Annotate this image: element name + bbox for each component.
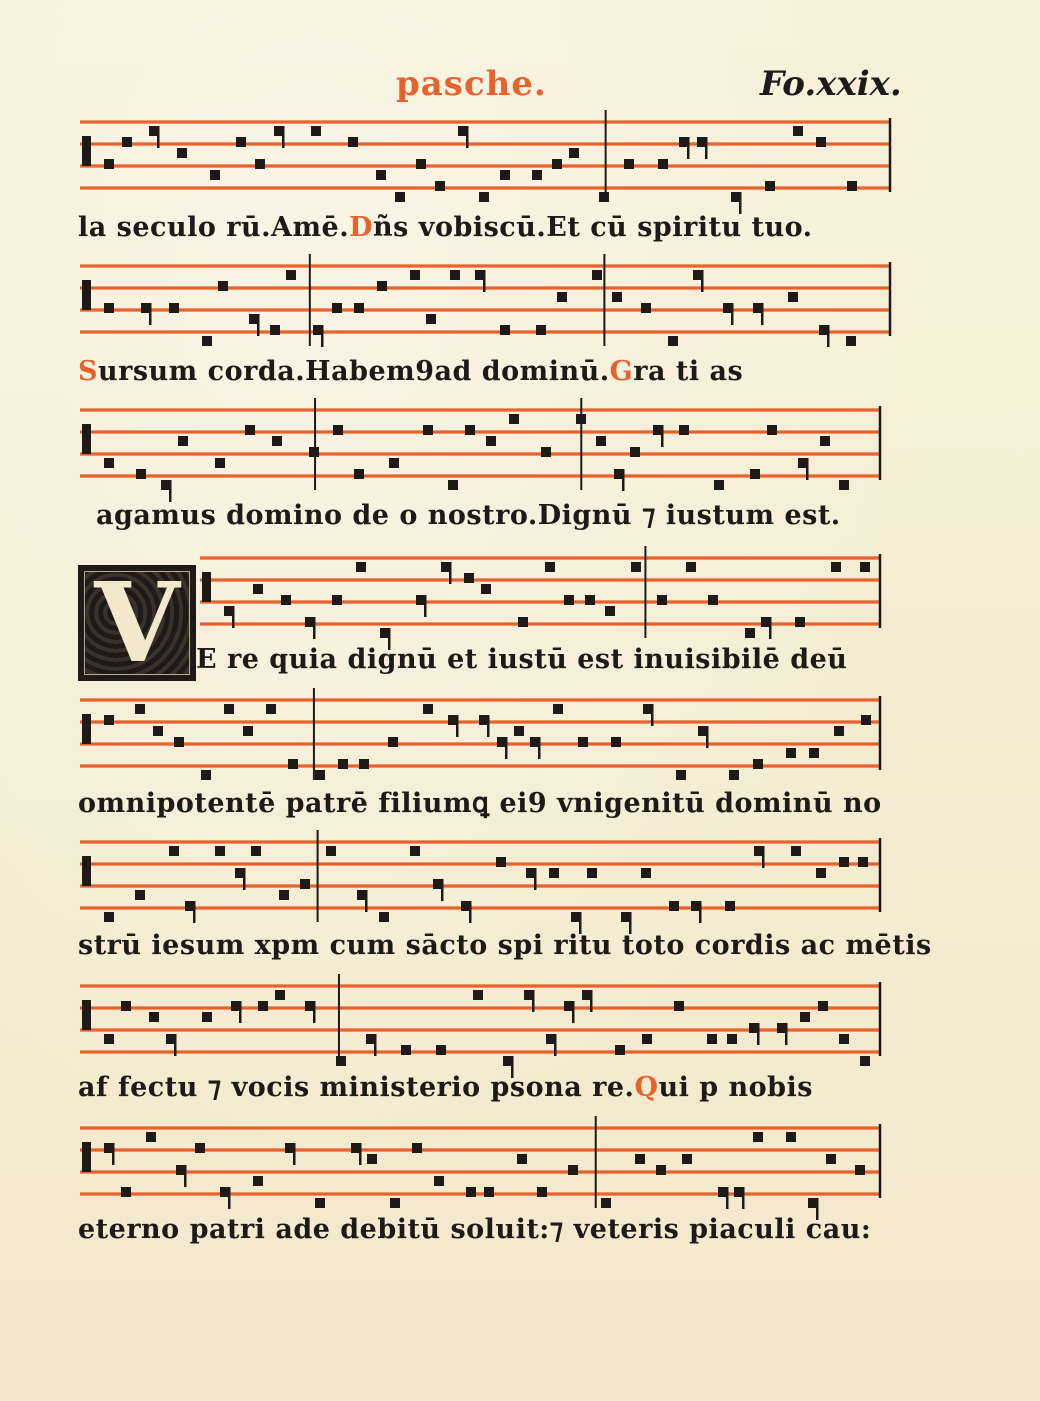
neume xyxy=(121,1001,131,1011)
neume xyxy=(587,868,597,878)
neume xyxy=(809,748,819,758)
neume xyxy=(416,159,426,169)
neume xyxy=(121,1187,131,1197)
neume xyxy=(707,1034,717,1044)
neume xyxy=(615,1045,625,1055)
neume-stem xyxy=(112,1143,115,1165)
neume xyxy=(568,1165,578,1175)
neume xyxy=(839,1034,849,1044)
neume xyxy=(839,480,849,490)
neume-stem xyxy=(321,325,324,347)
neume xyxy=(210,170,220,180)
neume xyxy=(708,595,718,605)
neume-stem xyxy=(534,868,537,890)
neume xyxy=(858,857,868,867)
staff-1 xyxy=(80,110,890,214)
neume xyxy=(135,704,145,714)
lyric-line-2: Sursum corda.Habem9ad dominū.Gra ti as xyxy=(78,356,744,387)
neume xyxy=(537,1187,547,1197)
neume xyxy=(517,1154,527,1164)
neume-stem xyxy=(449,562,452,584)
neume xyxy=(839,857,849,867)
neume-stem xyxy=(757,1023,760,1045)
neume xyxy=(104,159,114,169)
neume-stem xyxy=(232,606,235,628)
neume xyxy=(564,595,574,605)
neume xyxy=(601,1198,611,1208)
neume xyxy=(236,137,246,147)
neume xyxy=(104,458,114,468)
neume-stem xyxy=(313,1001,316,1023)
neume xyxy=(348,137,358,147)
neume xyxy=(135,890,145,900)
neume xyxy=(435,181,445,191)
neume xyxy=(218,281,228,291)
neume xyxy=(611,737,621,747)
lyric-line-6: strū iesum xpm cum sācto spi ritu toto cordis ac mētis xyxy=(78,930,932,961)
neume-stem xyxy=(365,890,368,912)
neume-stem xyxy=(761,303,764,325)
neume xyxy=(682,1154,692,1164)
neume xyxy=(816,868,826,878)
neume xyxy=(753,1132,763,1142)
neume xyxy=(676,770,686,780)
neume xyxy=(272,436,282,446)
clef xyxy=(82,424,91,454)
neume xyxy=(336,1056,346,1066)
neume xyxy=(379,912,389,922)
neume xyxy=(578,737,588,747)
neume xyxy=(245,425,255,435)
neume-stem xyxy=(239,1001,242,1023)
neume xyxy=(500,325,510,335)
neume-stem xyxy=(487,715,490,737)
neume-stem xyxy=(762,846,765,868)
clef xyxy=(202,572,211,602)
neume xyxy=(104,303,114,313)
neume-stem xyxy=(174,1034,177,1056)
neume-stem xyxy=(359,1143,362,1165)
neume xyxy=(553,704,563,714)
neume xyxy=(727,1034,737,1044)
neume xyxy=(788,292,798,302)
neume xyxy=(745,628,755,638)
neume xyxy=(642,1034,652,1044)
neume xyxy=(674,1001,684,1011)
neume xyxy=(557,292,567,302)
lyric-line-3: agamus domino de o nostro.Dignū ⁊ iustum est. xyxy=(96,500,841,531)
neume xyxy=(426,314,436,324)
neume xyxy=(800,1012,810,1022)
neume xyxy=(311,126,321,136)
neume xyxy=(624,159,634,169)
neume xyxy=(786,748,796,758)
neume xyxy=(466,1187,476,1197)
clef xyxy=(82,856,91,886)
neume-stem xyxy=(706,726,709,748)
neume-stem xyxy=(687,137,690,159)
neume-stem xyxy=(184,1165,187,1187)
neume-stem xyxy=(532,990,535,1012)
neume xyxy=(423,425,433,435)
staff-2 xyxy=(80,254,890,347)
neume-stem xyxy=(313,617,316,639)
neume-stem xyxy=(739,192,742,214)
neume xyxy=(767,425,777,435)
neume xyxy=(750,469,760,479)
neume xyxy=(631,562,641,572)
neume xyxy=(536,325,546,335)
neume xyxy=(765,181,775,191)
neume xyxy=(354,303,364,313)
neume-stem xyxy=(742,1187,745,1209)
neume xyxy=(202,336,212,346)
neume xyxy=(104,1034,114,1044)
neume-stem xyxy=(538,737,541,759)
neume xyxy=(658,159,668,169)
neume xyxy=(641,868,651,878)
neume-stem xyxy=(806,458,809,480)
neume xyxy=(275,990,285,1000)
neume-stem xyxy=(374,1034,377,1056)
lyric-line-8: eterno patri ade debitū soluit:⁊ veteris piaculi cau: xyxy=(78,1214,872,1245)
neume xyxy=(388,737,398,747)
neume xyxy=(279,890,289,900)
staff-7 xyxy=(80,974,880,1078)
neume-stem xyxy=(424,595,427,617)
neume xyxy=(596,436,606,446)
neume xyxy=(818,1001,828,1011)
neume xyxy=(315,1198,325,1208)
neume xyxy=(509,414,519,424)
neume xyxy=(860,1056,870,1066)
neume xyxy=(410,270,420,280)
neume xyxy=(149,1012,159,1022)
neume-stem xyxy=(572,1001,575,1023)
neume xyxy=(753,759,763,769)
neume xyxy=(436,1045,446,1055)
neume xyxy=(401,1045,411,1055)
neume xyxy=(786,1132,796,1142)
neume xyxy=(668,336,678,346)
neume xyxy=(599,192,609,202)
neume xyxy=(338,759,348,769)
neume-stem xyxy=(441,879,444,901)
neume xyxy=(514,726,524,736)
neume xyxy=(465,425,475,435)
neume xyxy=(834,726,844,736)
neume-stem xyxy=(193,901,196,923)
neume xyxy=(434,1176,444,1186)
neume xyxy=(545,562,555,572)
neume-stem xyxy=(456,715,459,737)
neume xyxy=(479,192,489,202)
decorated-initial-v: V xyxy=(78,565,196,681)
neume xyxy=(448,480,458,490)
neume-stem xyxy=(228,1187,231,1209)
neume xyxy=(826,1154,836,1164)
neume xyxy=(831,562,841,572)
neume xyxy=(657,595,667,605)
neume xyxy=(686,562,696,572)
neume xyxy=(500,170,510,180)
neume-stem xyxy=(282,126,285,148)
neume xyxy=(266,704,276,714)
neume-stem xyxy=(701,270,704,292)
neume xyxy=(635,1154,645,1164)
neume-stem xyxy=(293,1143,296,1165)
neume xyxy=(395,192,405,202)
neume-stem xyxy=(257,314,260,336)
neume xyxy=(496,857,506,867)
neume xyxy=(288,759,298,769)
neume xyxy=(258,1001,268,1011)
neume xyxy=(281,595,291,605)
neume xyxy=(255,159,265,169)
neume xyxy=(410,846,420,856)
neume xyxy=(669,901,679,911)
lyric-line-4: E re quia dignū et iustū est inuisibilē deū xyxy=(196,644,848,675)
neume xyxy=(464,573,474,583)
clef xyxy=(82,714,91,744)
clef xyxy=(82,1000,91,1030)
neume-stem xyxy=(785,1023,788,1045)
neume xyxy=(174,737,184,747)
neume xyxy=(484,1187,494,1197)
staff-6 xyxy=(80,830,880,934)
staff-4 xyxy=(200,546,880,650)
neume xyxy=(377,281,387,291)
neume xyxy=(412,1143,422,1153)
neume xyxy=(855,1165,865,1175)
neume xyxy=(679,425,689,435)
neume xyxy=(354,469,364,479)
neume xyxy=(315,770,325,780)
neume xyxy=(146,1132,156,1142)
neume xyxy=(816,137,826,147)
neume xyxy=(641,303,651,313)
neume xyxy=(169,303,179,313)
neume-stem xyxy=(483,270,486,292)
neume xyxy=(177,148,187,158)
neume xyxy=(846,336,856,346)
neume xyxy=(630,447,640,457)
neume xyxy=(860,562,870,572)
neume xyxy=(356,562,366,572)
neume xyxy=(791,846,801,856)
neume-stem xyxy=(243,868,246,890)
neume-stem xyxy=(157,126,160,148)
neume xyxy=(820,436,830,446)
neume xyxy=(376,170,386,180)
neume xyxy=(612,292,622,302)
lyric-line-1: la seculo rū.Amē.Dñs vobiscū.Et cū spiritu tuo. xyxy=(78,212,813,243)
neume xyxy=(215,458,225,468)
neume xyxy=(202,1012,212,1022)
neume xyxy=(270,325,280,335)
neume-stem xyxy=(651,704,654,726)
neume xyxy=(332,595,342,605)
neume xyxy=(104,912,114,922)
clef xyxy=(82,136,91,166)
neume-stem xyxy=(769,617,772,639)
neume xyxy=(541,447,551,457)
neume xyxy=(656,1165,666,1175)
neume-stem xyxy=(169,480,172,502)
neume xyxy=(795,617,805,627)
neume xyxy=(153,726,163,736)
clef xyxy=(82,280,91,310)
neume xyxy=(592,270,602,280)
page-header-title: pasche. xyxy=(396,64,547,104)
neume xyxy=(104,715,114,725)
neume-stem xyxy=(622,469,625,491)
neume xyxy=(201,770,211,780)
neume xyxy=(473,990,483,1000)
neume xyxy=(481,584,491,594)
neume-stem xyxy=(466,126,469,148)
neume xyxy=(532,170,542,180)
neume-stem xyxy=(661,425,664,447)
neume xyxy=(861,715,871,725)
neume xyxy=(450,270,460,280)
neume xyxy=(714,480,724,490)
staff-5 xyxy=(80,688,880,780)
neume xyxy=(486,436,496,446)
neume-stem xyxy=(505,737,508,759)
neume xyxy=(195,1143,205,1153)
neume-stem xyxy=(590,990,593,1012)
neume xyxy=(178,436,188,446)
lyric-line-5: omnipotentē patrē filiumꝗ ei9 vnigenitū dominū no xyxy=(78,788,882,819)
neume xyxy=(585,595,595,605)
neume xyxy=(286,270,296,280)
neume xyxy=(333,425,343,435)
neume xyxy=(169,846,179,856)
neume-stem xyxy=(554,1034,557,1056)
neume xyxy=(243,726,253,736)
neume xyxy=(389,458,399,468)
neume xyxy=(729,770,739,780)
neume xyxy=(367,1154,377,1164)
neume xyxy=(552,159,562,169)
neume xyxy=(605,606,615,616)
neume xyxy=(549,868,559,878)
folio-number: Fo.xxix. xyxy=(760,64,902,104)
neume xyxy=(215,846,225,856)
neume xyxy=(253,584,263,594)
neume xyxy=(253,1176,263,1186)
neume xyxy=(423,704,433,714)
neume xyxy=(136,469,146,479)
neume xyxy=(122,137,132,147)
neume-stem xyxy=(469,901,472,923)
neume xyxy=(309,447,319,457)
staff-3 xyxy=(80,398,880,502)
neume-stem xyxy=(827,325,830,347)
neume xyxy=(326,846,336,856)
neume xyxy=(332,303,342,313)
neume xyxy=(569,148,579,158)
neume xyxy=(251,846,261,856)
neume xyxy=(359,759,369,769)
staff-8 xyxy=(80,1116,880,1220)
neume xyxy=(847,181,857,191)
neume-stem xyxy=(726,1187,729,1209)
neume-stem xyxy=(705,137,708,159)
clef xyxy=(82,1142,91,1172)
neume xyxy=(518,617,528,627)
neume xyxy=(224,704,234,714)
neume-stem xyxy=(731,303,734,325)
neume xyxy=(300,879,310,889)
neume xyxy=(390,1198,400,1208)
lyric-line-7: af fectu ⁊ vocis ministerio psona re.Qui p nobis xyxy=(78,1072,814,1103)
neume xyxy=(793,126,803,136)
neume xyxy=(725,901,735,911)
neume-stem xyxy=(699,901,702,923)
neume-stem xyxy=(149,303,152,325)
